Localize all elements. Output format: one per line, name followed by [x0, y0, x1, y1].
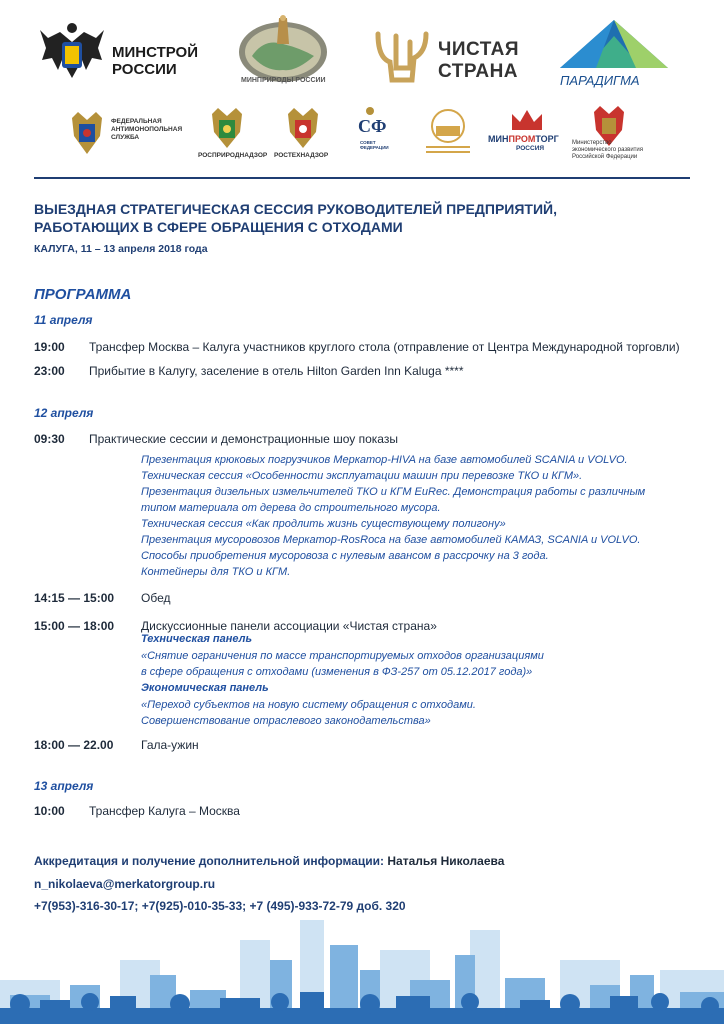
session-line: Презентация крюковых погрузчиков Меркатор-HIVA на базе автомобилей SCANIA и VOLVO.: [141, 454, 628, 466]
minek-caption: Министерство экономического развития Российской Федерации: [572, 140, 644, 160]
logo-row-bottom: [64, 104, 664, 164]
page-title: ВЫЕЗДНАЯ СТРАТЕГИЧЕСКАЯ СЕССИЯ РУКОВОДИТЕЛЕЙ ПРЕДПРИЯТИЙ, РАБОТАЮЩИХ В СФЕРЕ ОБРАЩЕНИЯ С ОТХОДАМИ: [34, 201, 557, 235]
session-line: Презентация дизельных измельчителей ТКО и КГМ EuRec. Демонстрация работы с различным: [141, 486, 646, 498]
program-heading: ПРОГРАММА: [34, 286, 132, 303]
minpromtorg-subcaption: РОССИЯ: [516, 145, 545, 152]
schedule-time: 23:00: [34, 364, 65, 378]
fas-caption: ФЕДЕРАЛЬНАЯ АНТИМОНОПОЛЬНАЯ СЛУЖБА: [111, 118, 183, 141]
minpromtorg-text: МИНПРОМТОРГ: [488, 134, 559, 144]
rostekhnadzor-caption: РОСТЕХНАДЗОР: [274, 152, 329, 159]
sf-logo-text: СФ: [358, 116, 387, 136]
minstroy-emblem-icon: [38, 20, 106, 90]
day-heading: 13 апреля: [34, 779, 94, 793]
rosprirodnadzor-caption: РОСПРИРОДНАДЗОР: [198, 152, 268, 159]
schedule-time: 09:30: [34, 432, 65, 446]
schedule-time: 15:00 — 18:00: [34, 619, 115, 633]
contact-phones: +7(953)-316-30-17; +7(925)-010-35-33; +7 (495)-933-72-79 доб. 320: [34, 899, 406, 913]
minstroy-logo-text: МИНСТРОЙ РОССИИ: [112, 44, 198, 78]
fas-emblem-icon: [68, 110, 106, 156]
panel-line: «Переход субъектов на новую систему обращения с отходами.: [141, 699, 476, 711]
minprirody-caption: МИНПРИРОДЫ РОССИИ: [241, 77, 326, 84]
paradigma-text: ПАРАДИГМА: [560, 73, 640, 88]
minpromtorg-emblem-icon: [510, 108, 544, 132]
header-divider: [34, 177, 690, 179]
contact-email[interactable]: n_nikolaeva@merkatorgroup.ru: [34, 877, 216, 891]
schedule-event: Прибытие в Калугу, заселение в отель Hilton Garden Inn Kaluga ****: [89, 364, 464, 378]
session-line: Контейнеры для ТКО и КГМ.: [141, 566, 291, 578]
schedule-event: Дискуссионные панели ассоциации «Чистая страна»: [141, 619, 437, 633]
schedule-event: Практические сессии и демонстрационные шоу показы: [89, 432, 398, 446]
contact-label: Аккредитация и получение дополнительной информации:: [34, 854, 385, 868]
logo-row-top: [34, 14, 694, 94]
paradigma-emblem-icon: [556, 18, 672, 76]
schedule-time: 19:00: [34, 340, 65, 354]
panel-line: «Снятие ограничения по массе транспортируемых отходов организациями: [141, 650, 544, 662]
contact-name: Наталья Николаева: [387, 854, 505, 868]
session-line: Техническая сессия «Как продлить жизнь существующему полигону»: [141, 518, 506, 530]
day-heading: 11 апреля: [34, 313, 93, 327]
schedule-time: 18:00 — 22.00: [34, 738, 114, 752]
session-line: Способы приобретения мусоровоза с нулевым авансом в рассрочку на 3 года.: [141, 550, 549, 562]
city-skyline-illustration: [0, 900, 724, 1024]
sf-caption: СОВЕТ ФЕДЕРАЦИИ: [360, 140, 389, 150]
schedule-event: Трансфер Калуга – Москва: [89, 804, 240, 818]
rosprirodnadzor-emblem-icon: [208, 106, 246, 150]
rostekhnadzor-emblem-icon: [284, 106, 322, 150]
session-line: Презентация мусоровозов Меркатор-RosRoca на базе автомобилей КАМАЗ, SCANIA и VOLVO.: [141, 534, 641, 546]
schedule-time: 14:15 — 15:00: [34, 591, 115, 605]
schedule-event: Обед: [141, 591, 171, 605]
schedule-time: 10:00: [34, 804, 65, 818]
chistaya-strana-text: ЧИСТАЯ СТРАНА: [438, 39, 520, 82]
chistaya-strana-emblem-icon: [372, 28, 432, 86]
contact-line: [34, 854, 504, 868]
panel-line: Совершенствование отраслевого законодательства»: [141, 715, 431, 727]
session-line: Техническая сессия «Особенности эксплуатации машин при перевозке ТКО и КГМ».: [141, 470, 583, 482]
duma-emblem-icon: [422, 108, 474, 158]
event-date-location: КАЛУГА, 11 – 13 апреля 2018 года: [34, 243, 208, 255]
panel-heading: Техническая панель: [141, 633, 253, 645]
day-heading: 12 апреля: [34, 406, 94, 420]
duma-caption: ДУМА: [437, 121, 452, 127]
panel-line: в сфере обращения с отходами (изменения в ФЗ-257 от 05.12.2017 года)»: [141, 666, 533, 678]
session-line: типом материала от дерева до строительного мусора.: [141, 502, 441, 514]
schedule-event: Трансфер Москва – Калуга участников круглого стола (отправление от Центра Международной торговли): [89, 340, 680, 354]
schedule-event: Гала-ужин: [141, 738, 199, 752]
panel-heading: Экономическая панель: [141, 682, 269, 694]
